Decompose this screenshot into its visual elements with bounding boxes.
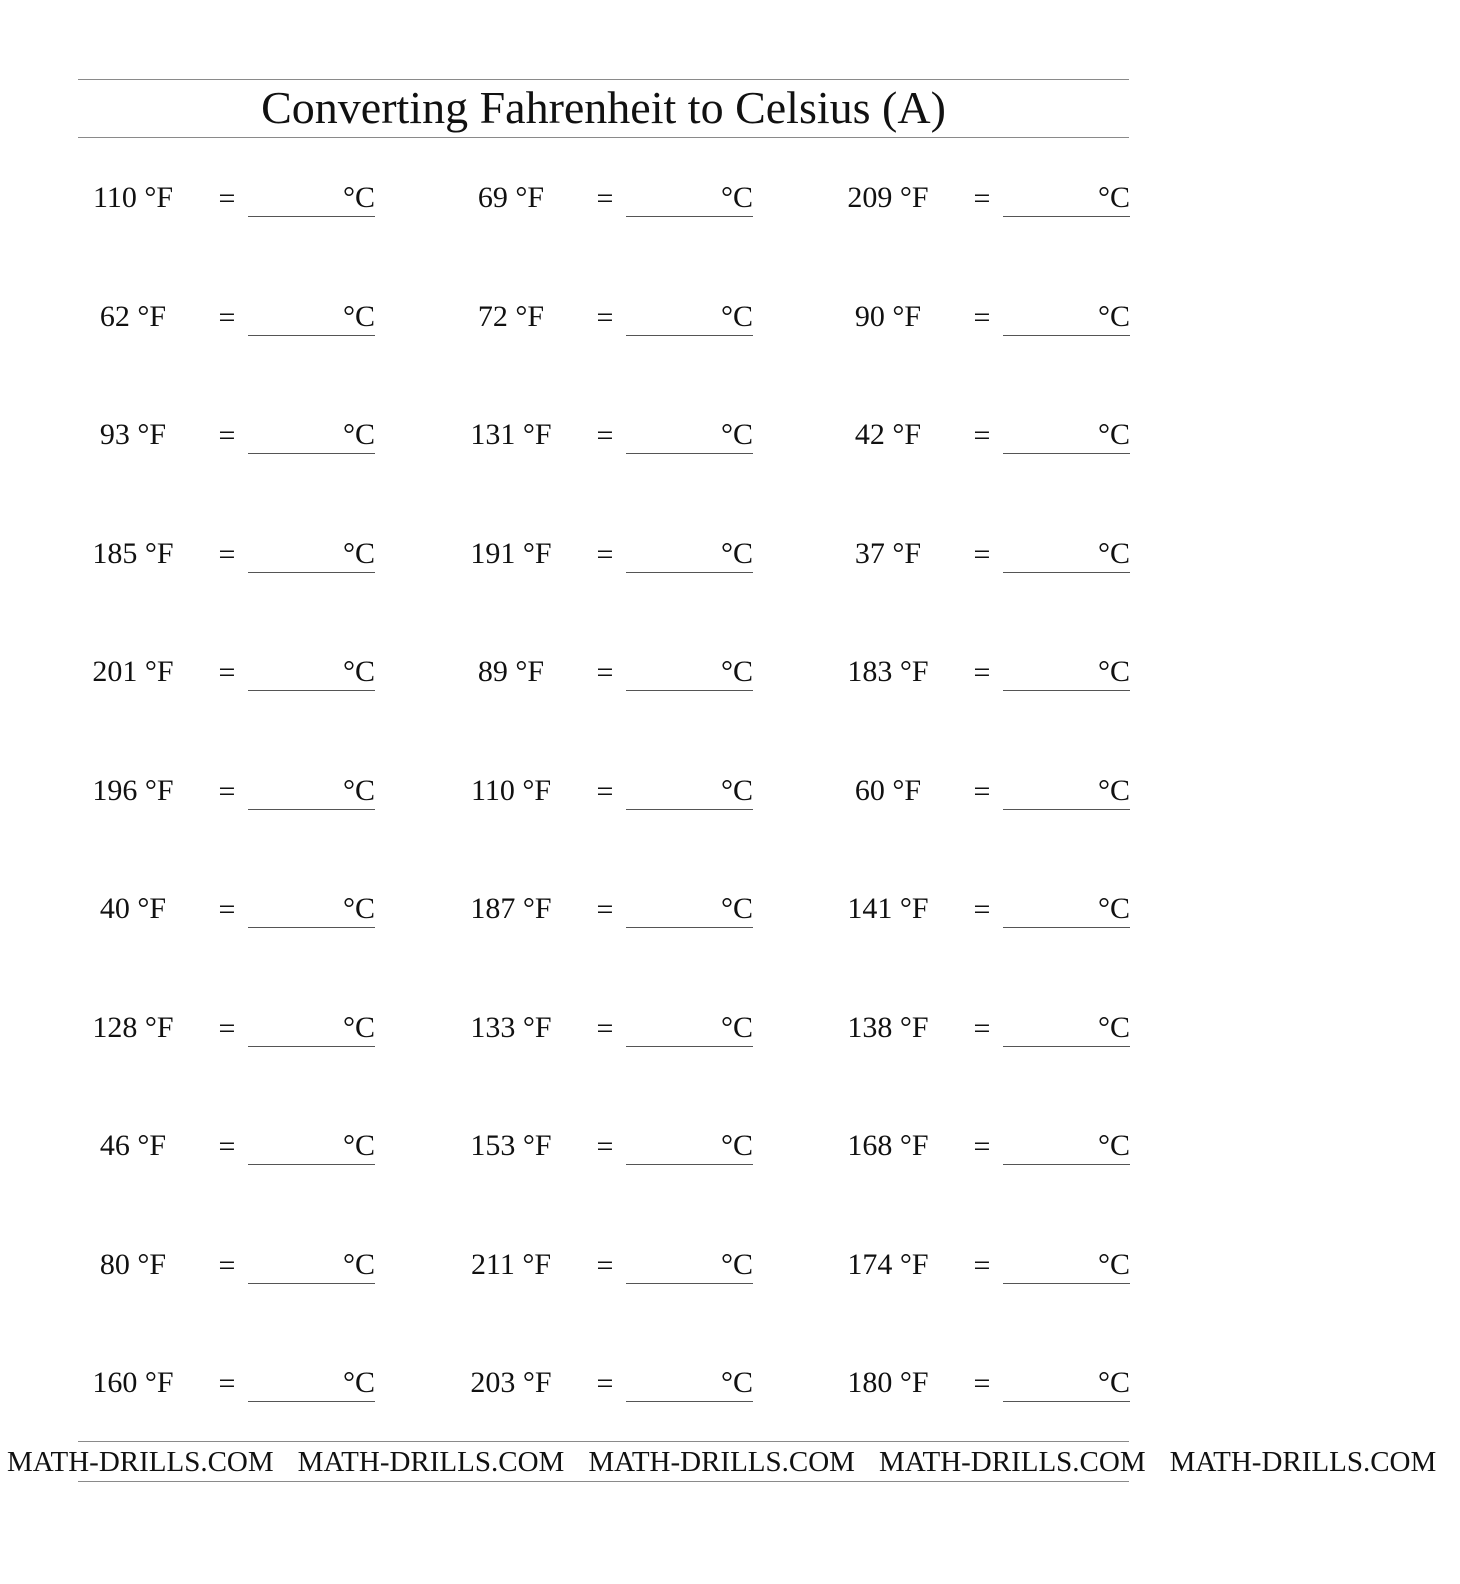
- answer-blank[interactable]: [1003, 889, 1130, 928]
- fahrenheit-value: 168 °F: [847, 1129, 929, 1162]
- answer-blank[interactable]: [248, 178, 375, 217]
- equals-sign: =: [218, 301, 236, 334]
- conversion-problem: [835, 652, 1135, 698]
- equals-sign: =: [973, 1130, 991, 1163]
- celsius-unit: °C: [1097, 655, 1130, 688]
- equals-sign: =: [973, 1249, 991, 1282]
- celsius-unit: °C: [1097, 181, 1130, 214]
- conversion-problem: [835, 534, 1135, 580]
- fahrenheit-value: 40 °F: [99, 892, 167, 925]
- conversion-problem: [835, 771, 1135, 817]
- equals-sign: =: [973, 893, 991, 926]
- celsius-unit: °C: [720, 181, 753, 214]
- fahrenheit-value: 69 °F: [477, 181, 545, 214]
- watermark-text: MATH-DRILLS.COM: [297, 1446, 565, 1478]
- watermark-text: MATH-DRILLS.COM: [878, 1446, 1146, 1478]
- equals-sign: =: [596, 1367, 614, 1400]
- conversion-problem: [835, 889, 1135, 935]
- fahrenheit-value: 72 °F: [477, 300, 545, 333]
- answer-blank[interactable]: [248, 1363, 375, 1402]
- fahrenheit-value: 80 °F: [99, 1248, 167, 1281]
- conversion-problem: [835, 1245, 1135, 1291]
- celsius-unit: °C: [720, 1366, 753, 1399]
- conversion-problem: [80, 178, 380, 224]
- celsius-unit: °C: [342, 655, 375, 688]
- fahrenheit-value: 93 °F: [99, 418, 167, 451]
- equals-sign: =: [218, 1012, 236, 1045]
- answer-blank[interactable]: [626, 889, 753, 928]
- equals-sign: =: [218, 1367, 236, 1400]
- answer-blank[interactable]: [248, 415, 375, 454]
- fahrenheit-value: 153 °F: [470, 1129, 552, 1162]
- celsius-unit: °C: [342, 300, 375, 333]
- celsius-unit: °C: [720, 892, 753, 925]
- conversion-problem: [835, 1126, 1135, 1172]
- answer-blank[interactable]: [1003, 1126, 1130, 1165]
- fahrenheit-value: 110 °F: [92, 181, 174, 214]
- equals-sign: =: [596, 775, 614, 808]
- equals-sign: =: [973, 1367, 991, 1400]
- conversion-problem: [80, 771, 380, 817]
- equals-sign: =: [596, 301, 614, 334]
- equals-sign: =: [973, 656, 991, 689]
- footer-watermark-text: [7, 1443, 1460, 1481]
- celsius-unit: °C: [1097, 892, 1130, 925]
- equals-sign: =: [973, 538, 991, 571]
- answer-blank[interactable]: [626, 771, 753, 810]
- fahrenheit-value: 62 °F: [99, 300, 167, 333]
- equals-sign: =: [973, 1012, 991, 1045]
- conversion-problem: [458, 415, 758, 461]
- equals-sign: =: [218, 419, 236, 452]
- celsius-unit: °C: [342, 181, 375, 214]
- celsius-unit: °C: [342, 1366, 375, 1399]
- celsius-unit: °C: [720, 774, 753, 807]
- fahrenheit-value: 128 °F: [92, 1011, 174, 1044]
- equals-sign: =: [596, 893, 614, 926]
- fahrenheit-value: 60 °F: [854, 774, 922, 807]
- fahrenheit-value: 180 °F: [847, 1366, 929, 1399]
- footer-watermark-band: [7, 1443, 1437, 1481]
- answer-blank[interactable]: [1003, 1008, 1130, 1047]
- conversion-problem: [458, 534, 758, 580]
- conversion-problem: [80, 1245, 380, 1291]
- celsius-unit: °C: [720, 300, 753, 333]
- equals-sign: =: [973, 419, 991, 452]
- equals-sign: =: [218, 656, 236, 689]
- footer-bottom-rule: [78, 1481, 1129, 1482]
- celsius-unit: °C: [1097, 300, 1130, 333]
- answer-blank[interactable]: [1003, 1363, 1130, 1402]
- answer-blank[interactable]: [248, 889, 375, 928]
- celsius-unit: °C: [720, 1248, 753, 1281]
- fahrenheit-value: 187 °F: [470, 892, 552, 925]
- fahrenheit-value: 42 °F: [854, 418, 922, 451]
- answer-blank[interactable]: [626, 534, 753, 573]
- fahrenheit-value: 110 °F: [470, 774, 552, 807]
- equals-sign: =: [218, 893, 236, 926]
- celsius-unit: °C: [1097, 1129, 1130, 1162]
- answer-blank[interactable]: [626, 652, 753, 691]
- celsius-unit: °C: [1097, 537, 1130, 570]
- celsius-unit: °C: [1097, 774, 1130, 807]
- answer-blank[interactable]: [1003, 534, 1130, 573]
- answer-blank[interactable]: [626, 415, 753, 454]
- fahrenheit-value: 89 °F: [477, 655, 545, 688]
- answer-blank[interactable]: [1003, 771, 1130, 810]
- watermark-text: MATH-DRILLS.COM: [588, 1446, 855, 1478]
- celsius-unit: °C: [342, 1011, 375, 1044]
- celsius-unit: °C: [1097, 1011, 1130, 1044]
- celsius-unit: °C: [720, 1011, 753, 1044]
- conversion-problem: [80, 1008, 380, 1054]
- conversion-problem: [458, 771, 758, 817]
- answer-blank[interactable]: [1003, 297, 1130, 336]
- answer-blank[interactable]: [248, 1126, 375, 1165]
- conversion-problem: [458, 1126, 758, 1172]
- celsius-unit: °C: [342, 537, 375, 570]
- answer-blank[interactable]: [1003, 178, 1130, 217]
- answer-blank[interactable]: [248, 771, 375, 810]
- celsius-unit: °C: [1097, 1248, 1130, 1281]
- conversion-problem: [458, 889, 758, 935]
- fahrenheit-value: 201 °F: [92, 655, 174, 688]
- answer-blank[interactable]: [626, 297, 753, 336]
- equals-sign: =: [218, 1130, 236, 1163]
- equals-sign: =: [596, 1012, 614, 1045]
- equals-sign: =: [596, 656, 614, 689]
- conversion-problem: [835, 1363, 1135, 1409]
- fahrenheit-value: 196 °F: [92, 774, 174, 807]
- fahrenheit-value: 209 °F: [847, 181, 929, 214]
- answer-blank[interactable]: [1003, 1245, 1130, 1284]
- fahrenheit-value: 174 °F: [847, 1248, 929, 1281]
- conversion-problem: [80, 1363, 380, 1409]
- equals-sign: =: [973, 301, 991, 334]
- footer-top-rule: [78, 1441, 1129, 1442]
- celsius-unit: °C: [342, 892, 375, 925]
- conversion-problem: [835, 1008, 1135, 1054]
- equals-sign: =: [973, 775, 991, 808]
- fahrenheit-value: 211 °F: [470, 1248, 552, 1281]
- celsius-unit: °C: [1097, 1366, 1130, 1399]
- conversion-problem: [458, 1008, 758, 1054]
- answer-blank[interactable]: [1003, 652, 1130, 691]
- celsius-unit: °C: [342, 1248, 375, 1281]
- answer-blank[interactable]: [1003, 415, 1130, 454]
- celsius-unit: °C: [720, 1129, 753, 1162]
- fahrenheit-value: 141 °F: [847, 892, 929, 925]
- conversion-problem: [80, 297, 380, 343]
- equals-sign: =: [218, 182, 236, 215]
- answer-blank[interactable]: [626, 1008, 753, 1047]
- fahrenheit-value: 203 °F: [470, 1366, 552, 1399]
- equals-sign: =: [596, 419, 614, 452]
- celsius-unit: °C: [720, 418, 753, 451]
- fahrenheit-value: 185 °F: [92, 537, 174, 570]
- equals-sign: =: [596, 182, 614, 215]
- fahrenheit-value: 183 °F: [847, 655, 929, 688]
- conversion-problem: [80, 889, 380, 935]
- celsius-unit: °C: [720, 655, 753, 688]
- fahrenheit-value: 138 °F: [847, 1011, 929, 1044]
- answer-blank[interactable]: [626, 1245, 753, 1284]
- watermark-text: MATH-DRILLS.COM: [7, 1446, 274, 1478]
- fahrenheit-value: 131 °F: [470, 418, 552, 451]
- fahrenheit-value: 133 °F: [470, 1011, 552, 1044]
- page-title: Converting Fahrenheit to Celsius (A): [261, 82, 946, 133]
- celsius-unit: °C: [1097, 418, 1130, 451]
- equals-sign: =: [596, 538, 614, 571]
- conversion-problem: [80, 415, 380, 461]
- equals-sign: =: [596, 1130, 614, 1163]
- celsius-unit: °C: [720, 537, 753, 570]
- fahrenheit-value: 191 °F: [470, 537, 552, 570]
- equals-sign: =: [218, 1249, 236, 1282]
- conversion-problem: [458, 1245, 758, 1291]
- conversion-problem: [835, 415, 1135, 461]
- conversion-problem: [835, 297, 1135, 343]
- equals-sign: =: [596, 1249, 614, 1282]
- answer-blank[interactable]: [626, 1363, 753, 1402]
- fahrenheit-value: 37 °F: [854, 537, 922, 570]
- answer-blank[interactable]: [248, 297, 375, 336]
- fahrenheit-value: 90 °F: [854, 300, 922, 333]
- conversion-problem: [458, 178, 758, 224]
- answer-blank[interactable]: [248, 534, 375, 573]
- equals-sign: =: [973, 182, 991, 215]
- celsius-unit: °C: [342, 418, 375, 451]
- conversion-problem: [458, 652, 758, 698]
- conversion-problem: [458, 297, 758, 343]
- equals-sign: =: [218, 775, 236, 808]
- conversion-problem: [80, 652, 380, 698]
- equals-sign: =: [218, 538, 236, 571]
- conversion-problem: [458, 1363, 758, 1409]
- conversion-problem: [80, 1126, 380, 1172]
- answer-blank[interactable]: [626, 178, 753, 217]
- answer-blank[interactable]: [248, 652, 375, 691]
- celsius-unit: °C: [342, 1129, 375, 1162]
- celsius-unit: °C: [342, 774, 375, 807]
- fahrenheit-value: 46 °F: [99, 1129, 167, 1162]
- conversion-problem: [80, 534, 380, 580]
- answer-blank[interactable]: [248, 1245, 375, 1284]
- watermark-text: MATH-DRILLS.COM: [1169, 1446, 1437, 1478]
- conversion-problem: [835, 178, 1135, 224]
- fahrenheit-value: 160 °F: [92, 1366, 174, 1399]
- answer-blank[interactable]: [248, 1008, 375, 1047]
- answer-blank[interactable]: [626, 1126, 753, 1165]
